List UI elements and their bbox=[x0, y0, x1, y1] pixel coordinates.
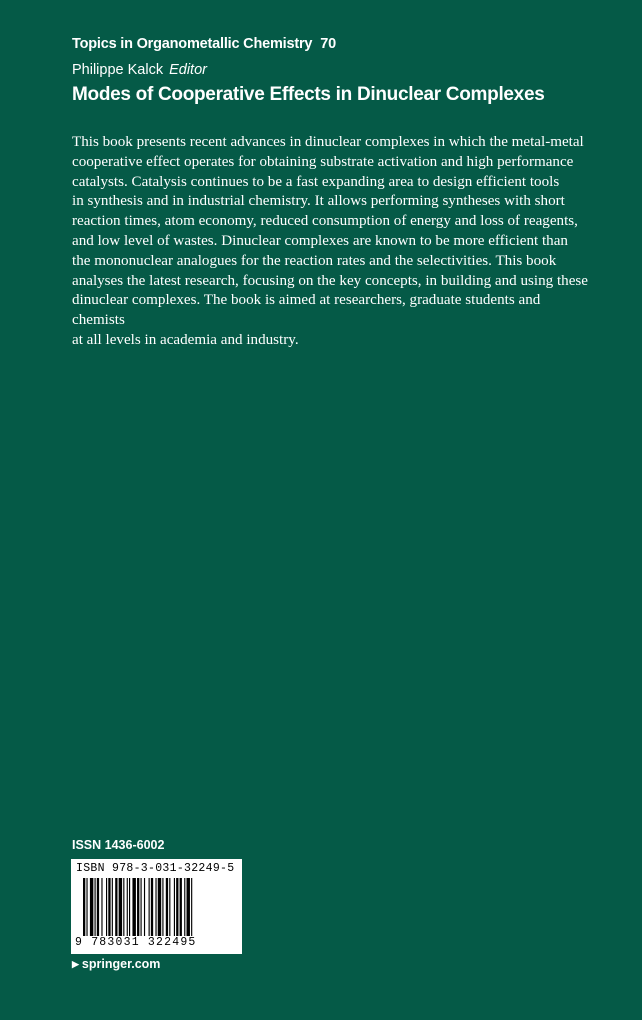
description-line: and low level of wastes. Dinuclear complexes are known to be more efficient than bbox=[72, 232, 568, 249]
barcode-stripe bbox=[90, 878, 93, 936]
editor-role: Editor bbox=[169, 62, 207, 78]
barcode-stripe bbox=[97, 878, 99, 936]
description-line: the mononuclear analogues for the reaction rates and the selectivities. This book bbox=[72, 252, 557, 269]
isbn-label: ISBN 978-3-031-32249-5 bbox=[76, 862, 235, 875]
barcode-stripe bbox=[119, 878, 122, 936]
triangle-right-icon: ▶ bbox=[72, 959, 79, 969]
barcode-stripe bbox=[166, 878, 168, 936]
issn-label: ISSN 1436-6002 bbox=[72, 838, 165, 852]
description-line: catalysts. Catalysis continues to be a fast expanding area to design efficient tools bbox=[72, 173, 560, 190]
series-volume: 70 bbox=[320, 36, 337, 52]
barcode-stripe bbox=[158, 878, 161, 936]
barcode-stripe bbox=[162, 878, 163, 936]
description-line: at all levels in academia and industry. bbox=[72, 331, 299, 348]
series-line bbox=[72, 36, 336, 52]
book-description bbox=[72, 133, 592, 351]
barcode-stripe bbox=[180, 878, 182, 936]
barcode-stripe bbox=[101, 878, 102, 936]
barcode-stripe bbox=[187, 878, 190, 936]
description-line: in synthesis and in industrial chemistry. It allows performing syntheses with short bbox=[72, 193, 565, 210]
barcode-stripe bbox=[144, 878, 145, 936]
barcode-stripe bbox=[176, 878, 178, 936]
barcode-stripe bbox=[174, 878, 175, 936]
publisher-link[interactable] bbox=[72, 957, 160, 971]
barcode-stripe bbox=[137, 878, 139, 936]
barcode-stripe bbox=[184, 878, 185, 936]
barcode-stripe bbox=[112, 878, 113, 936]
barcode-stripe bbox=[108, 878, 110, 936]
barcode-stripe bbox=[123, 878, 124, 936]
barcode-digits: 9 783031 322495 bbox=[75, 936, 197, 949]
barcode-stripe bbox=[155, 878, 156, 936]
isbn-barcode bbox=[71, 859, 242, 954]
description-line: This book presents recent advances in dinuclear complexes in which the metal-metal bbox=[72, 134, 584, 150]
editor-name: Philippe Kalck bbox=[72, 62, 164, 78]
barcode-stripe bbox=[129, 878, 130, 936]
barcode-stripe bbox=[151, 878, 153, 936]
description-line: analyses the latest research, focusing on the key concepts, in building and using these bbox=[72, 272, 588, 289]
description-line: dinuclear complexes. The book is aimed at researchers, graduate students and chemists bbox=[72, 292, 541, 329]
barcode-stripe bbox=[95, 878, 96, 936]
description-line: reaction times, atom economy, reduced consumption of energy and loss of reagents, bbox=[72, 213, 578, 230]
barcode-stripe bbox=[83, 878, 85, 936]
barcode-stripe bbox=[106, 878, 107, 936]
barcode-stripe bbox=[132, 878, 135, 936]
description-line: cooperative effect operates for obtaining substrate activation and high performance bbox=[72, 153, 574, 170]
barcode-stripe bbox=[169, 878, 170, 936]
barcode-stripe bbox=[127, 878, 128, 936]
barcode-stripe bbox=[149, 878, 150, 936]
barcode-stripe bbox=[141, 878, 142, 936]
barcode-bars bbox=[83, 878, 231, 936]
barcode-stripe bbox=[115, 878, 117, 936]
series-name: Topics in Organometallic Chemistry bbox=[72, 36, 313, 52]
editor-line bbox=[72, 62, 207, 78]
book-title: Modes of Cooperative Effects in Dinuclear Complexes bbox=[72, 84, 545, 105]
barcode-stripe bbox=[191, 878, 192, 936]
publisher-url: springer.com bbox=[81, 957, 161, 971]
barcode-stripe bbox=[86, 878, 87, 936]
